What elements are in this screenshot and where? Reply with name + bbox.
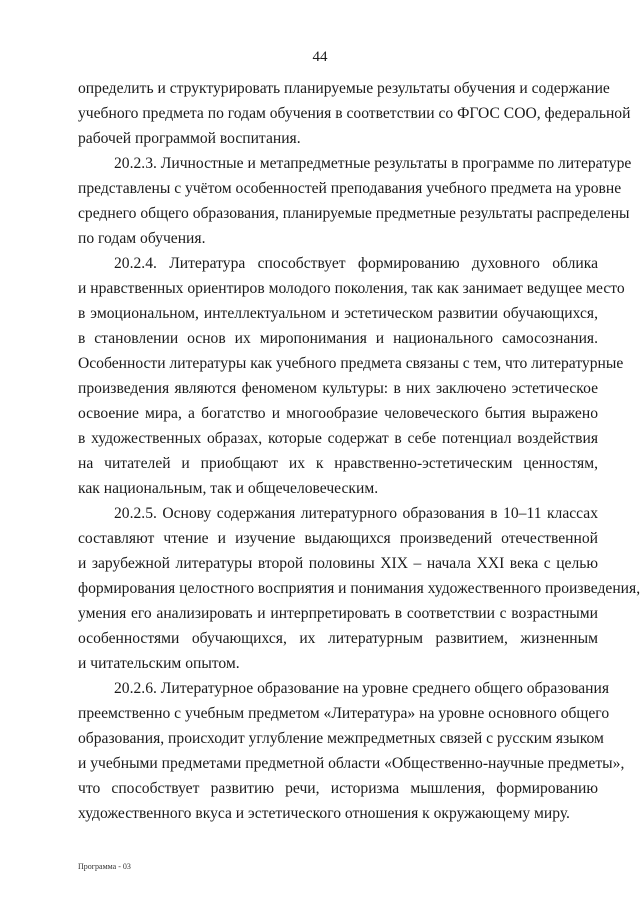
paragraph-3-line: как национальным, так и общечеловеческим. xyxy=(78,480,379,497)
paragraph-3-line: Особенности литературы как учебного предмета связаны с тем, что литературные xyxy=(78,355,624,372)
paragraph-5-line: преемственно с учебным предметом «Литература» на уровне основного общего xyxy=(78,705,610,722)
paragraph-4-line: особенностями обучающихся, их литературным развитием, жизненным xyxy=(78,630,598,647)
paragraph-4-line: умения его анализировать и интерпретировать в соответствии с возрастными xyxy=(78,605,598,622)
paragraph-2-line: представлены с учётом особенностей преподавания учебного предмета на уровне xyxy=(78,180,622,197)
page-number: 44 xyxy=(312,49,328,65)
paragraph-4-line: 20.2.5. Основу содержания литературного образования в 10–11 классах xyxy=(114,505,598,522)
paragraph-3-line: произведения являются феноменом культуры: в них заключено эстетическое xyxy=(78,380,598,397)
paragraph-4-line: составляют чтение и изучение выдающихся произведений отечественной xyxy=(78,530,598,547)
paragraph-3-line: освоение мира, а богатство и многообразие человеческого бытия выражено xyxy=(78,405,598,422)
paragraph-2-line: среднего общего образования, планируемые предметные результаты распределены xyxy=(78,205,630,222)
paragraph-5-line: что способствует развитию речи, историзма мышления, формированию xyxy=(78,780,598,797)
paragraph-1-line: определить и структурировать планируемые результаты обучения и содержание xyxy=(78,80,610,97)
document-footer: Программа - 03 xyxy=(78,862,131,871)
paragraph-1-line: рабочей программой воспитания. xyxy=(78,130,301,147)
paragraph-5-line: художественного вкуса и эстетического отношения к окружающему миру. xyxy=(78,805,570,822)
paragraph-3-line: на читателей и приобщают их к нравственно-эстетическим ценностям, xyxy=(78,455,598,472)
paragraph-3-line: 20.2.4. Литература способствует формированию духовного облика xyxy=(114,255,598,272)
paragraph-2-line: по годам обучения. xyxy=(78,230,206,247)
document-body xyxy=(78,76,640,826)
paragraph-3-line: и нравственных ориентиров молодого поколения, так как занимает ведущее место xyxy=(78,280,625,297)
paragraph-2-line: 20.2.3. Личностные и метапредметные результаты в программе по литературе xyxy=(114,155,632,172)
paragraph-3-line: в эмоциональном, интеллектуальном и эстетическом развитии обучающихся, xyxy=(78,305,598,322)
paragraph-4-line: и читательским опытом. xyxy=(78,655,240,672)
paragraph-3-line: в становлении основ их миропонимания и национального самосознания. xyxy=(78,330,598,347)
paragraph-4-line: и зарубежной литературы второй половины XIX – начала XXI века с целью xyxy=(78,555,598,572)
paragraph-3-line: в художественных образах, которые содержат в себе потенциал воздействия xyxy=(78,430,598,447)
paragraph-4-line: формирования целостного восприятия и понимания художественного произведения, xyxy=(78,580,640,597)
paragraph-5-line: образования, происходит углубление межпредметных связей с русским языком xyxy=(78,730,604,747)
paragraph-1-line: учебного предмета по годам обучения в соответствии со ФГОС СОО, федеральной xyxy=(78,105,631,122)
paragraph-5-line: и учебными предметами предметной области «Общественно-научные предметы», xyxy=(78,755,625,772)
paragraph-5-line: 20.2.6. Литературное образование на уровне среднего общего образования xyxy=(114,680,610,697)
